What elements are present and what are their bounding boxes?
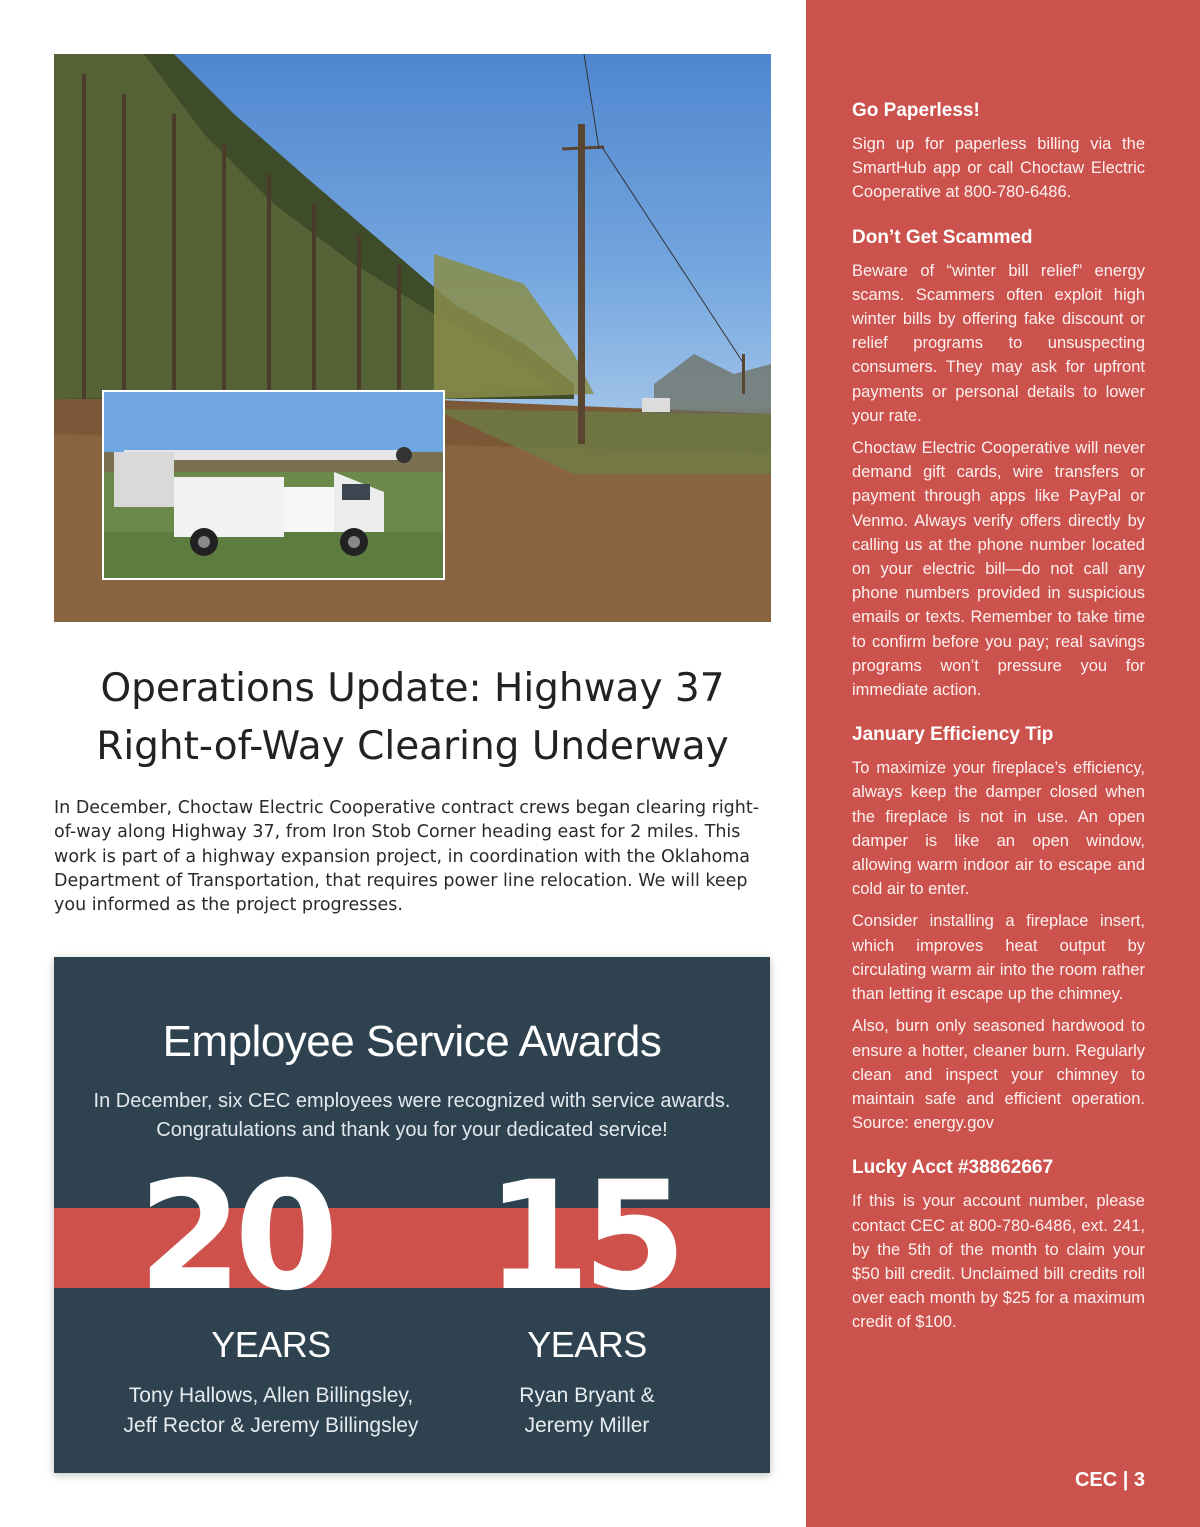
names-15-line-1: Ryan Bryant &: [519, 1384, 655, 1407]
headline-line-1: Operations Update: Highway 37: [100, 666, 725, 711]
award-unit-15: YEARS: [527, 1324, 647, 1365]
scam-text-2: Choctaw Electric Cooperative will never demand gift cards, wire transfers or payment through apps like PayPal or Venmo. Always verify offers directly by calling us at the phone number located on your electric bill—do not call any phone numbers provided in suspicious emails or texts. Remember to take time to confirm before you pay; real savings programs won’t pressure you for immediate action.: [852, 439, 1145, 700]
efficiency-tip-heading: January Efficiency Tip: [852, 724, 1054, 746]
scam-heading: Don’t Get Scammed: [852, 226, 1033, 248]
names-15-line-2: Jeremy Miller: [524, 1414, 650, 1437]
awards-title: Employee Service Awards: [162, 1017, 662, 1066]
employee-service-awards-panel: [54, 957, 770, 1473]
paperless-text: Sign up for paperless billing via the SmartHub app or call Choctaw Electric Cooperative at 800-780-6486.: [852, 135, 1145, 202]
award-names-20: [111, 1381, 431, 1441]
efficiency-tip-text-1: To maximize your fireplace’s efficiency, always keep the damper closed when the fireplace is not in use. An open damper is like an open window, allowing warm indoor air to escape and cold air to enter.: [852, 759, 1145, 899]
page-number-footer: CEC | 3: [1074, 1469, 1145, 1491]
sidebar: [806, 0, 1200, 1527]
names-20-line-1: Tony Hallows, Allen Billingsley,: [128, 1384, 414, 1407]
award-number-20: 20: [138, 1150, 331, 1324]
award-number-15: 15: [486, 1150, 679, 1324]
headline-line-2: Right-of-Way Clearing Underway: [96, 724, 729, 769]
awards-intro-line-1: In December, six CEC employees were recognized with service awards.: [93, 1090, 731, 1112]
awards-intro-line-2: Congratulations and thank you for your dedicated service!: [156, 1119, 668, 1141]
awards-intro: [54, 1087, 770, 1145]
award-unit-20: YEARS: [211, 1324, 331, 1365]
award-names-15: [427, 1381, 747, 1441]
lucky-account-heading: Lucky Acct #38862667: [852, 1157, 1054, 1179]
inset-scene: [104, 392, 443, 578]
sidebar-content: [852, 98, 1145, 1343]
efficiency-tip-text-3: Also, burn only seasoned hardwood to ensure a hotter, cleaner burn. Regularly clean and inspect your chimney to maintain safe and efficient operation. Source: energy.gov: [852, 1017, 1145, 1133]
article-headline: [54, 660, 771, 776]
bucket-truck-inset-photo: [102, 390, 445, 580]
scam-text-1: Beware of “winter bill relief” energy scams. Scammers often exploit high winter bills by offering fake discount or relief programs to unsuspecting consumers. They may ask for upfront payments or personal details to lower your rate.: [852, 261, 1145, 425]
efficiency-tip-text-2: Consider installing a fireplace insert, which improves heat output by circulating warm air into the room rather than letting it escape up the chimney.: [852, 912, 1145, 1004]
lucky-account-text: If this is your account number, please contact CEC at 800-780-6486, ext. 241, by the 5th of the month to claim your $50 bill credit. Unclaimed bill credits roll over each month by $25 for a maximum credit of $100.: [852, 1192, 1145, 1332]
paperless-heading: Go Paperless!: [852, 100, 980, 121]
names-20-line-2: Jeff Rector & Jeremy Billingsley: [123, 1414, 419, 1437]
article-body: In December, Choctaw Electric Cooperative contract crews began clearing right-of-way along Highway 37, from Iron Stob Corner heading east for 2 miles. This work is part of a highway expansion project, in coordination with the Oklahoma Department of Transportation, that requires power line relocation. We will keep you informed as the project progresses.: [54, 798, 760, 916]
